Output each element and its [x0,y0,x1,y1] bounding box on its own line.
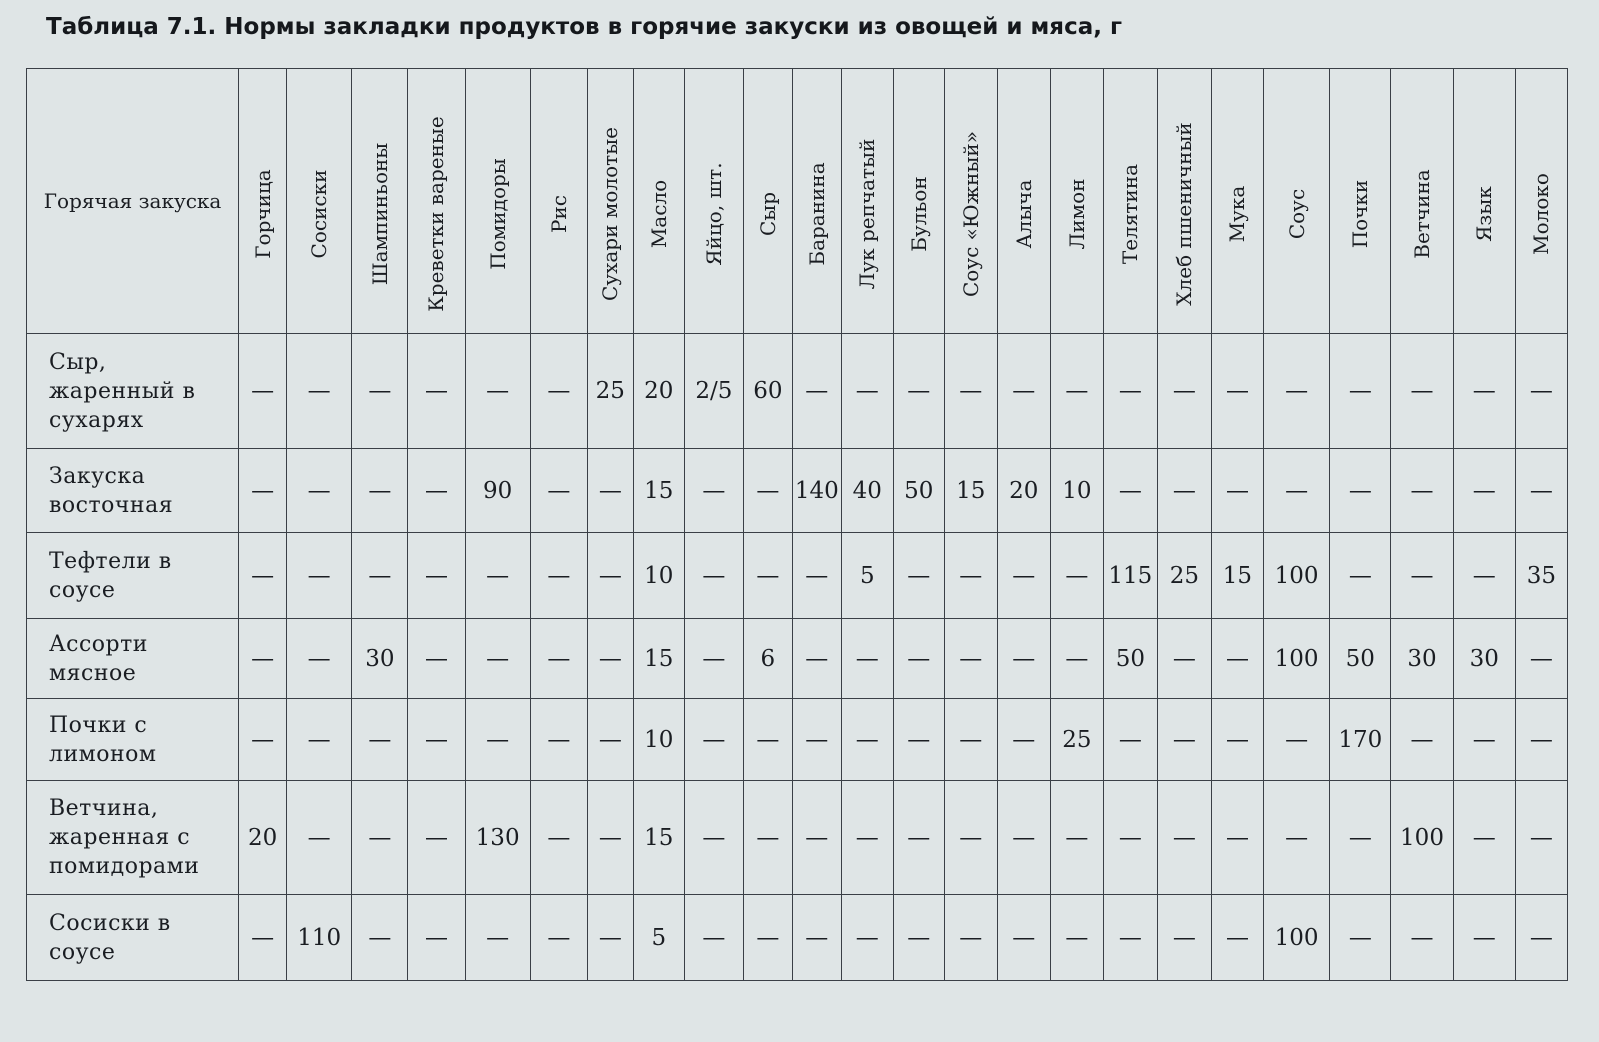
column-header [1211,69,1263,334]
table-cell: — [1050,619,1103,699]
table-cell: — [239,699,287,781]
table-cell: — [530,449,587,533]
table-row [27,781,1568,895]
column-header-label: Хлеб пшеничный [1172,122,1197,306]
column-header [465,69,530,334]
table-cell: — [465,895,530,981]
table-cell: — [239,334,287,449]
table-cell: — [1391,699,1453,781]
table-cell: — [997,699,1050,781]
table-cell: — [893,781,944,895]
table-cell: — [1515,449,1567,533]
column-header [633,69,684,334]
column-header-label: Яйцо, шт. [701,162,726,266]
table-cell: 100 [1391,781,1453,895]
column-header-label: Алыча [1011,179,1036,249]
column-header [997,69,1050,334]
table-cell: — [530,895,587,981]
table-cell: — [841,781,893,895]
table-cell: 30 [1453,619,1515,699]
table-cell: — [1263,449,1329,533]
table-cell: — [893,533,944,619]
table-cell: — [1453,699,1515,781]
table-title: Таблица 7.1. Нормы закладки продуктов в горячие закуски из овощей и мяса, г [46,14,1122,40]
table-cell: — [1050,781,1103,895]
column-header-label: Лимон [1064,178,1089,250]
table-cell: — [287,533,352,619]
table-cell: — [287,699,352,781]
table-cell: 25 [587,334,633,449]
column-header-label: Баранина [804,162,829,266]
table-cell: — [239,895,287,981]
table-cell: — [1157,449,1211,533]
table-cell: — [841,895,893,981]
table-cell: — [239,449,287,533]
table-cell: — [1515,781,1567,895]
table-cell: — [530,619,587,699]
column-header-label: Помидоры [485,158,510,270]
table-cell: 35 [1515,533,1567,619]
table-cell: 25 [1157,533,1211,619]
table-cell: — [1330,781,1391,895]
table-cell: — [352,533,408,619]
table-cell: — [1157,619,1211,699]
table-cell: — [530,533,587,619]
table-cell: — [530,699,587,781]
table-cell: — [684,781,743,895]
table-cell: — [1330,449,1391,533]
column-header [1050,69,1103,334]
table-cell: — [530,781,587,895]
table-cell: — [1391,895,1453,981]
column-header-label: Масло [646,180,671,249]
table-cell: 140 [792,449,841,533]
table-cell: — [1050,533,1103,619]
table-cell: — [684,533,743,619]
column-header [743,69,792,334]
table-cell: — [893,334,944,449]
table-cell: 170 [1330,699,1391,781]
table-cell: — [587,895,633,981]
column-header [841,69,893,334]
table-row [27,895,1568,981]
column-header-label: Соус «Южный» [958,131,983,298]
table-row [27,619,1568,699]
table-cell: 10 [633,699,684,781]
table-cell: 15 [1211,533,1263,619]
table-cell: — [1211,334,1263,449]
table-cell: — [893,895,944,981]
table-cell: — [1453,449,1515,533]
column-header-label: Ветчина [1410,169,1434,259]
dish-name: Тефтели в соусе [27,533,239,619]
column-header [287,69,352,334]
table-cell: — [944,781,997,895]
table-cell: — [1157,781,1211,895]
table-cell: — [792,895,841,981]
table-cell: — [743,781,792,895]
table-cell: — [743,449,792,533]
table-row [27,334,1568,449]
column-header [1515,69,1567,334]
table-cell: — [997,895,1050,981]
table-cell: — [997,781,1050,895]
table-cell: — [587,699,633,781]
table-cell: 10 [633,533,684,619]
table-cell: — [352,334,408,449]
table-cell: — [684,449,743,533]
table-cell: — [587,449,633,533]
table-cell: — [1211,699,1263,781]
table-cell: — [1157,334,1211,449]
table-cell: — [287,449,352,533]
dish-name: Ассорти мясное [27,619,239,699]
table-row [27,699,1568,781]
table-cell: — [1103,334,1157,449]
table-cell: — [287,781,352,895]
table-cell: — [408,699,465,781]
table-cell: — [997,619,1050,699]
column-header [944,69,997,334]
table-cell: — [1211,895,1263,981]
table-cell: — [408,619,465,699]
column-header-label: Креветки вареные [424,116,449,312]
table-cell: — [1050,334,1103,449]
table-cell: 130 [465,781,530,895]
table-cell: — [408,334,465,449]
table-cell: — [1103,781,1157,895]
column-header [1453,69,1515,334]
table-cell: — [1453,533,1515,619]
dish-name: Ветчина, жаренная с помидорами [27,781,239,895]
table-cell: 100 [1263,533,1329,619]
table-cell: — [997,334,1050,449]
table-cell: — [684,895,743,981]
column-header [1157,69,1211,334]
norms-table [26,68,1568,981]
table-cell: — [743,533,792,619]
table-cell: 20 [997,449,1050,533]
table-cell: — [408,895,465,981]
table-cell: — [1211,619,1263,699]
table-cell: — [1211,449,1263,533]
table-cell: — [1050,895,1103,981]
table-cell: — [792,781,841,895]
table-cell: 15 [633,449,684,533]
column-header [352,69,408,334]
column-header-label: Мука [1225,185,1250,243]
column-header [1103,69,1157,334]
table-cell: — [408,533,465,619]
column-header [587,69,633,334]
table-row [27,449,1568,533]
table-cell: — [352,449,408,533]
table-cell: 25 [1050,699,1103,781]
table-cell: — [1103,699,1157,781]
table-cell: 30 [352,619,408,699]
table-cell: — [1515,895,1567,981]
table-cell: — [1103,895,1157,981]
table-cell: — [1391,449,1453,533]
table-cell: — [239,619,287,699]
table-cell: — [944,895,997,981]
table-cell: 115 [1103,533,1157,619]
table-cell: 30 [1391,619,1453,699]
column-header-label: Бульон [906,176,931,252]
table-cell: 15 [633,619,684,699]
table-cell: 100 [1263,619,1329,699]
table-cell: — [944,619,997,699]
table-cell: — [1103,449,1157,533]
table-cell: 50 [893,449,944,533]
table-cell: 20 [633,334,684,449]
table-cell: — [1391,334,1453,449]
column-header-label: Шампиньоны [367,142,392,286]
table-cell: — [944,533,997,619]
column-header-label: Почки [1348,179,1373,249]
column-header [684,69,743,334]
table-cell: 110 [287,895,352,981]
table-cell: — [287,334,352,449]
header-row [27,69,1568,334]
table-cell: — [465,533,530,619]
table-cell: — [997,533,1050,619]
table-cell: — [841,619,893,699]
table-cell: — [465,699,530,781]
table-cell: — [1515,619,1567,699]
table-cell: — [841,699,893,781]
column-header [408,69,465,334]
table-cell: — [530,334,587,449]
column-header-label: Лук репчатый [855,138,880,290]
table-cell: — [743,895,792,981]
table-cell: — [352,895,408,981]
table-cell: — [893,699,944,781]
table-cell: 5 [633,895,684,981]
table-cell: 2/5 [684,334,743,449]
table-cell: — [408,449,465,533]
column-header [530,69,587,334]
column-header-label: Горчица [250,169,275,259]
table-cell: — [792,699,841,781]
table-cell: — [684,699,743,781]
table-cell: — [1263,699,1329,781]
column-header-label: Сосиски [307,169,332,259]
table-cell: 10 [1050,449,1103,533]
column-header [792,69,841,334]
table-cell: — [1330,533,1391,619]
column-header-label: Язык [1472,186,1497,242]
table-cell: — [465,334,530,449]
table-cell: — [893,619,944,699]
table-cell: — [792,619,841,699]
column-header [893,69,944,334]
corner-header: Горячая закуска [27,69,239,334]
column-header-label: Телятина [1118,164,1143,265]
table-body [27,334,1568,981]
table-cell: 15 [944,449,997,533]
table-cell: — [408,781,465,895]
table-row [27,533,1568,619]
table-cell: — [792,533,841,619]
table-cell: — [465,619,530,699]
table-cell: — [287,619,352,699]
dish-name: Почки с лимоном [27,699,239,781]
table-cell: — [944,334,997,449]
column-header [1391,69,1453,334]
table-cell: — [1263,781,1329,895]
table-cell: — [1391,533,1453,619]
table-cell: — [1453,781,1515,895]
table-cell: 5 [841,533,893,619]
table-cell: — [239,533,287,619]
table-cell: — [792,334,841,449]
table-cell: — [352,699,408,781]
table-cell: 60 [743,334,792,449]
table-cell: 20 [239,781,287,895]
table-cell: 40 [841,449,893,533]
column-header-label: Молоко [1529,173,1554,256]
table-cell: — [944,699,997,781]
column-header-label: Рис [546,195,571,234]
table-cell: — [743,699,792,781]
column-header [1330,69,1391,334]
table-cell: 100 [1263,895,1329,981]
dish-name: Сосиски в соусе [27,895,239,981]
table-cell: 50 [1330,619,1391,699]
column-header [239,69,287,334]
column-header [1263,69,1329,334]
table-cell: 90 [465,449,530,533]
table-cell: — [1453,895,1515,981]
table-cell: — [1515,334,1567,449]
table-cell: — [1330,334,1391,449]
column-header-label: Соус [1284,189,1309,240]
table-cell: — [1330,895,1391,981]
table-cell: — [1157,699,1211,781]
table-cell: — [684,619,743,699]
table-cell: — [587,781,633,895]
table-cell: — [1515,699,1567,781]
dish-name: Сыр, жаренный в сухарях [27,334,239,449]
table-cell: — [1453,334,1515,449]
table-cell: 50 [1103,619,1157,699]
table-cell: — [587,619,633,699]
norms-table-container [26,68,1568,976]
column-header-label: Сухари молотые [598,127,623,302]
table-cell: — [1211,781,1263,895]
dish-name: Закуска восточная [27,449,239,533]
table-cell: — [1157,895,1211,981]
table-cell: — [352,781,408,895]
table-cell: — [1263,334,1329,449]
table-cell: 15 [633,781,684,895]
table-cell: — [841,334,893,449]
column-header-label: Сыр [755,192,780,237]
table-cell: 6 [743,619,792,699]
table-cell: — [587,533,633,619]
